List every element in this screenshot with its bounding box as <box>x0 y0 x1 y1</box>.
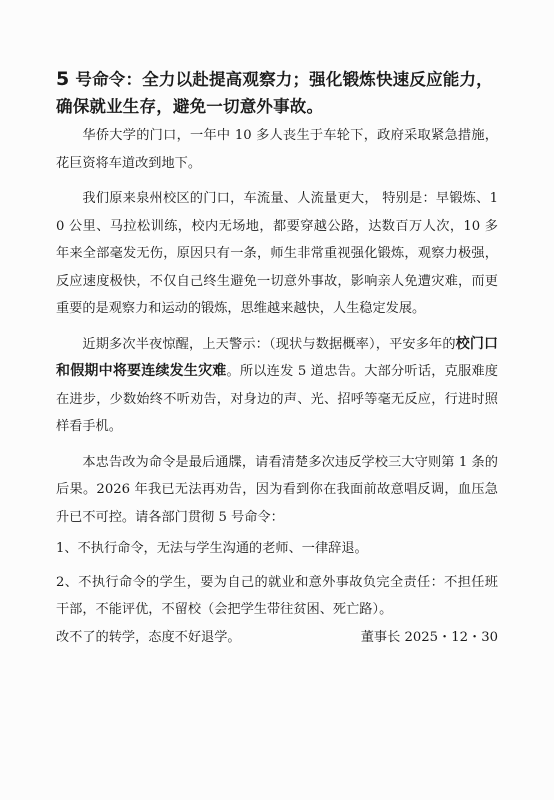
document-body <box>56 66 498 652</box>
command-title-text: 号命令：全力以赴提高观察力；强化锻炼快速反应能力，确保就业生存，避免一切意外事故。 <box>56 70 493 116</box>
paragraph-huaqiao: 华侨大学的门口，一年中 10 多人丧生于车轮下，政府采取紧急措施，花巨资将车道改到地下。 <box>56 128 498 171</box>
closing-line <box>56 624 498 652</box>
paragraph-quanzhou-campus: 我们原来泉州校区的门口，车流量、人流量更大， 特别是：早锻炼、10 公里、马拉松训练，校内无场地，都要穿越公路，达数百万人次，10 多年来全部毫发无伤，原因只有一条，师生非常重视强化锻炼，观察力极强，反应速度极快，不仅自己终生避免一切意外事故，影响亲人免遭灾难，而更重要的是观察力和运动的锻炼，思维越来越快，人生稳定发展。 <box>56 191 498 316</box>
warning-text-start: 近期多次半夜惊醒，上天警示：（现状与数据概率），平安多年的 <box>82 336 456 352</box>
warning-text-end: 。所以连发 5 道忠告。大部分听话，克服难度在进步，少数始终不听劝告，对身边的声、光、招呼等毫无反应，行进时照样看手机。 <box>56 364 498 434</box>
closing-text: 改不了的转学，态度不好退学。 <box>56 629 241 645</box>
rule-item-teachers: 1、不执行命令，无法与学生沟通的老师、一律辞退。 <box>56 541 368 556</box>
paragraph-ultimatum: 本忠告改为命令是最后通牒，请看清楚多次违反学校三大守则第 1 条的后果。2026 年我已无法再劝告，因为看到你在我面前故意唱反调，血压急升已不可控。请各部门贯彻 5 号命令： <box>56 454 498 525</box>
paragraph-warning <box>56 331 498 441</box>
signature: 董事长 2025・12・30 <box>360 629 498 645</box>
command-title <box>56 66 498 120</box>
warning-emphasis: 校门口和假期中将要连续发生灾难 <box>56 335 498 379</box>
rule-item-students: 2、不执行命令的学生，要为自己的就业和意外事故负完全责任：不担任班干部，不能评优，不留校（会把学生带往贫困、死亡路）。 <box>56 574 498 617</box>
command-number: 5 <box>56 68 70 90</box>
